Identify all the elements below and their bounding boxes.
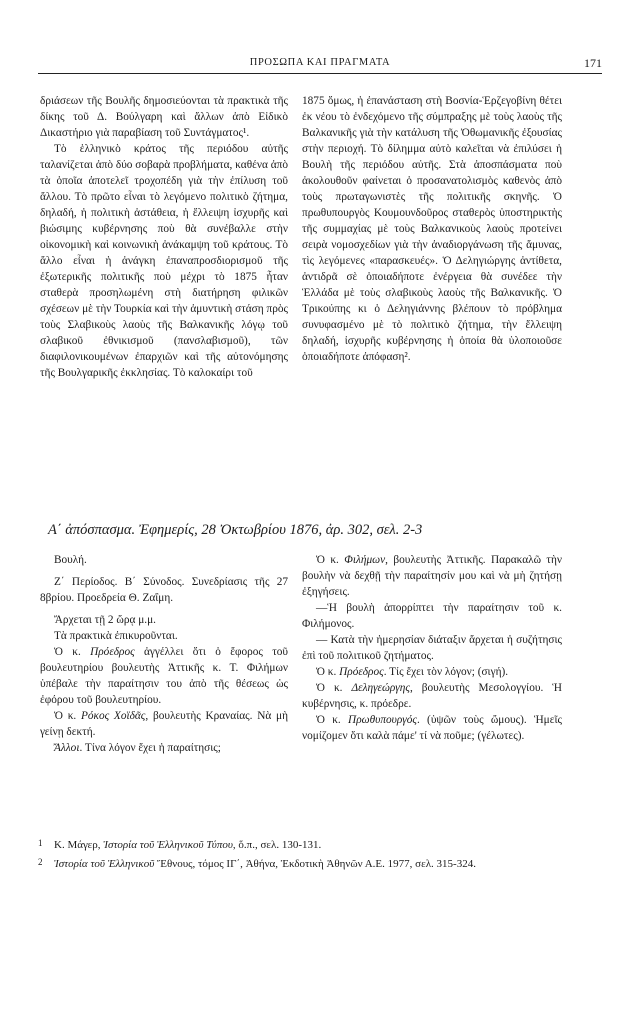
book-title: Ἱστορία τοῦ Ἑλληνικοῦ [54,858,155,870]
text-run: . (ὑψῶν τοὺς ὤμους). Ἡμεῖς νομίζομεν ὅτι καλὰ πάμε' τί νὰ ποῦμε; (γέλωτες). [302,714,562,742]
transcript-line [40,740,288,756]
speaker-name: Πρόεδρος [90,646,135,658]
text-run: ἀγγέλλει ὅτι ὁ ἔφορος τοῦ βουλευτηρίου βουλευτὴς Ἀττικῆς κ. Τ. Φιλήμων ὑπέβαλε τὴν παραίτησιν του ἀπὸ τῆς θέσεως ὡς ἐφόρου τοῦ βουλευτηρίου. [40,646,288,706]
book-title: Ἱστορία τοῦ Ἑλληνικοῦ Τύπου [103,839,233,851]
page-header [38,56,602,72]
header-rule [38,73,602,74]
speaker-name: Πρόεδρος [339,666,384,678]
footnote-2 [38,855,600,872]
transcript-line [40,708,288,740]
transcript-line [302,664,562,680]
transcript-line: Ἄρχεται τῇ 2 ὥρᾳ μ.μ. [54,614,156,626]
text-run: , βουλευτὴς Κραναίας. Νὰ μὴ γείνῃ δεκτή. [40,710,288,738]
footnote-marker: 2 [38,857,43,867]
transcript-line: Τὰ πρακτικὰ ἐπικυροῦνται. [54,630,178,642]
paragraph: Τὸ ἑλληνικὸ κράτος τῆς περιόδου αὐτῆς ταλανίζεται ἀπὸ δύο σοβαρὰ προβλήματα, καθένα ἀπὸ τὰ ὁποῖα ἀποτελεῖ τροχοπέδη γιὰ τὴν ἐπίλυση τοῦ ἄλλου. Τὸ πρῶτο εἶναι τὸ λεγόμενο πολιτικὸ ζήτημα, δηλαδή, ἡ πολιτικὴ ἀστάθεια, ἡ ἔλλειψη ἰσχυρῆς καὶ βιώσιμης κυβέρνησης ποὺ θὰ συνέβαλλε στὴν οἰκονομικὴ καὶ κοινωνικὴ ἀνάκαμψη τοῦ κράτους. Τὸ ἄλλο εἶναι ἡ ἀνάγκη ἐπαναπροσδιορισμοῦ τῆς ἐξωτερικῆς πολιτικῆς ποὺ μέχρι τὸ 1875 ἦταν σταθερὰ προσηλωμένη στὴ διατήρηση φιλικῶν σχέσεων μὲ τὴν Τουρκία καὶ τὴν ἀμυντικὴ στάση πρὸς τοὺς Σλαβικοὺς λαοὺς τῆς Βαλκανικῆς λόγῳ τοῦ σλαβικοῦ ἐθνικισμοῦ (πανσλαβισμοῦ), τῶν διαφιλονικουμένων ἐπαρχιῶν καὶ τῆς αὐτονόμησης τῆς Βουλγαρικῆς ἐκκλησίας. Τὸ καλοκαίρι τοῦ [40,143,288,379]
paragraph: 1875 ὅμως, ἡ ἐπανάσταση στὴ Βοσνία-Ἑρζεγοβίνη θέτει ἐκ νέου τὸ ἐνδεχόμενο τῆς σύμπραξης μὲ τοὺς λαοὺς τῆς Βαλκανικῆς γιὰ τὴν κατάλυση τῆς Ὀθωμανικῆς ἐξουσίας στὴν περιοχή. Τὸ δίλημμα αὐτὸ καλεῖται νὰ ἐπιλύσει ἡ Βουλὴ τῆς περιόδου αὐτῆς. Στὰ ἀποσπάσματα ποὺ ἀκολουθοῦν φαίνεται ὁ προσανατολισμὸς καθενὸς ἀπὸ τοὺς πρωταγωνιστὲς τῆς πολιτικῆς σκηνῆς. Ὁ πρωθυπουργὸς Κουμουνδοῦρος σταθερὸς ὑποστηρικτὴς τῆς συμμαχίας μὲ τοὺς Βαλκανικοὺς λαοὺς προτείνει σειρὰ νομοσχεδίων γιὰ τὴν ἀναδιοργάνωση τῆς ἄμυνας, τὶς λεγόμενες «παρασκευές». Ὁ Δεληγιώργης ἀντίθετα, ἀντιδρᾶ σὲ ὁποιαδήποτε ἐνέργεια θὰ συνέδεε τὴν Ἑλλάδα μὲ τοὺς σλαβικοὺς λαοὺς τῆς Βαλκανικῆς. Ὁ Τρικούπης κι ὁ Δεληγιάννης βλέπουν τὸ πρόβλημα συνυφασμένο μὲ τὸ πολιτικὸ ζήτημα, τὴν ἔλλειψη δηλαδή, ἰσχυρῆς κυβέρνησης ἡ ὁποία θὰ ὑλοποιοῦσε ὁποιαδήποτε ἀπόφαση². [302,95,562,363]
page-number: 171 [584,56,602,70]
running-title: ΠΡΟΣΩΠΑ ΚΑΙ ΠΡΑΓΜΑΤΑ [249,57,391,68]
text-run: Ὁ κ. [54,710,81,722]
text-run: Ὁ κ. [316,714,349,726]
footnotes [38,836,600,874]
text-run: Ἔθνους, τόμος ΙΓ΄, Ἀθήνα, Ἐκδοτικὴ Ἀθηνῶν Α.Ε. 1977, σελ. 315-324. [154,858,476,870]
text-run: , βουλευτὴς Μεσολογγίου. Ἡ κυβέρνησις, κ. πρόεδρε. [302,682,562,710]
text-run: Ὁ κ. [316,666,340,678]
transcript-line [40,644,288,708]
transcript-line [302,680,562,712]
speaker-name: Δεληγεώργης [351,682,410,694]
text-run: . Τίνα λόγον ἔχει ἡ παραίτησις; [79,742,221,754]
text-run: Ὁ κ. [316,682,352,694]
speaker-name: Πρωθυπουργός [348,714,417,726]
speaker-name: Φιλήμων [344,554,386,566]
text-run: , βουλευτὴς Ἀττικῆς. Παρακαλῶ τὴν βουλὴν νὰ δεχθῇ τὴν παραίτησίν μου καὶ νὰ μὴ ζητήσῃ ἐξηγήσεις. [302,554,562,598]
transcript-line: Ζ΄ Περίοδος. Β΄ Σύνοδος. Συνεδρίασις τῆς 27 8βρίου. Προεδρεία Θ. Ζαΐμη. [40,576,288,604]
transcript-line: — Κατὰ τὴν ἡμερησίαν διάταξιν ἄρχεται ἡ συζήτησις ἐπὶ τοῦ πολιτικοῦ ζητήματος. [302,634,562,662]
text-run: Κ. Μάγερ, [54,839,104,851]
transcript-line [302,712,562,744]
body-column-right [302,93,562,365]
footnote-1 [38,836,600,853]
text-run: Ὁ κ. [54,646,91,658]
transcript-column-right [302,552,562,744]
transcript-line: —Ἡ βουλὴ ἀπορρίπτει τὴν παραίτησιν τοῦ κ. Φιλήμονος. [302,602,562,630]
footnote-marker: 1 [38,838,43,848]
transcript-column-left [40,552,288,756]
body-column-left [40,93,288,381]
speaker-name: Ἄλλοι [54,742,80,754]
transcript-line: Βουλή. [54,554,87,566]
text-run: , ὅ.π., σελ. 130-131. [232,839,322,851]
paragraph: δριάσεων τῆς Βουλῆς δημοσιεύονται τὰ πρακτικὰ τῆς δίκης τοῦ Δ. Βούλγαρη καὶ ἄλλων ἀπὸ Εἰδικὸ Δικαστήριο γιὰ παραβίαση τοῦ Συντάγματος¹. [40,95,288,139]
speaker-name: Ρόκος Χοϊδᾶς [80,710,146,722]
text-run: . Τίς ἔχει τὸν λόγον; (σιγή). [383,666,509,678]
transcript-line [302,552,562,600]
text-run: Ὁ κ. [316,554,345,566]
section-heading: Α΄ ἀπόσπασμα. Ἐφημερίς, 28 Ὀκτωβρίου 1876, ἀρ. 302, σελ. 2-3 [48,522,423,538]
